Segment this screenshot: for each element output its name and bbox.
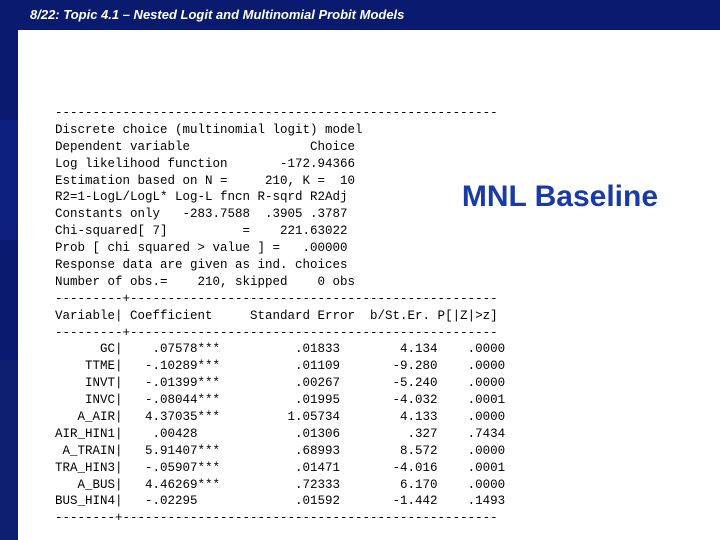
output-line: INVC| -.08044*** .01995 -4.032 .0001 [55,393,506,408]
sidebar-segment [0,120,18,240]
output-line: A_TRAIN| 5.91407*** .68993 8.572 .0000 [55,443,506,458]
sidebar-segment [0,240,18,360]
output-line: BUS_HIN4| -.02295 .01592 -1.442 .1493 [55,494,506,509]
output-line: Constants only -283.7588 .3905 .3787 [55,207,348,222]
model-output [55,105,505,527]
output-line: A_BUS| 4.46269*** .72333 6.170 .0000 [55,477,506,492]
output-line: --------+-------------------------------------------------- [55,511,498,526]
slide-heading: MNL Baseline [461,180,658,213]
output-line: Number of obs.= 210, skipped 0 obs [55,274,356,289]
output-line: Log likelihood function -172.94366 [55,156,356,171]
output-line: Variable| Coefficient Standard Error b/St.Er. P[|Z|>z] [55,308,498,323]
output-line: GC| .07578*** .01833 4.134 .0000 [55,342,506,357]
output-line: Discrete choice (multinomial logit) model [55,122,363,137]
output-line: ----------------------------------------------------------- [55,106,498,120]
sidebar-segment [0,360,18,540]
output-line: TTME| -.10289*** .01109 -9.280 .0000 [55,359,506,374]
slide-title: 8/22: Topic 4.1 – Nested Logit and Multinomial Probit Models [30,7,405,22]
output-line: Prob [ chi squared > value ] = .00000 [55,241,348,256]
output-line: AIR_HIN1| .00428 .01306 .327 .7434 [55,426,506,441]
output-line: Estimation based on N = 210, K = 10 [55,173,356,188]
output-line: Dependent variable Choice [55,139,356,154]
output-line: A_AIR| 4.37035*** 1.05734 4.133 .0000 [55,410,506,425]
output-line: TRA_HIN3| -.05907*** .01471 -4.016 .0001 [55,460,506,475]
output-line: R2=1-LogL/LogL* Log-L fncn R-sqrd R2Adj [55,190,348,205]
sidebar-decoration [0,0,18,540]
output-line: Response data are given as ind. choices [55,258,348,273]
output-line: INVT| -.01399*** .00267 -5.240 .0000 [55,376,506,391]
output-line: ---------+------------------------------------------------- [55,291,498,306]
output-line: Chi-squared[ 7] = 221.63022 [55,224,348,239]
output-line: ---------+------------------------------------------------- [55,325,498,340]
title-bar [0,0,720,30]
